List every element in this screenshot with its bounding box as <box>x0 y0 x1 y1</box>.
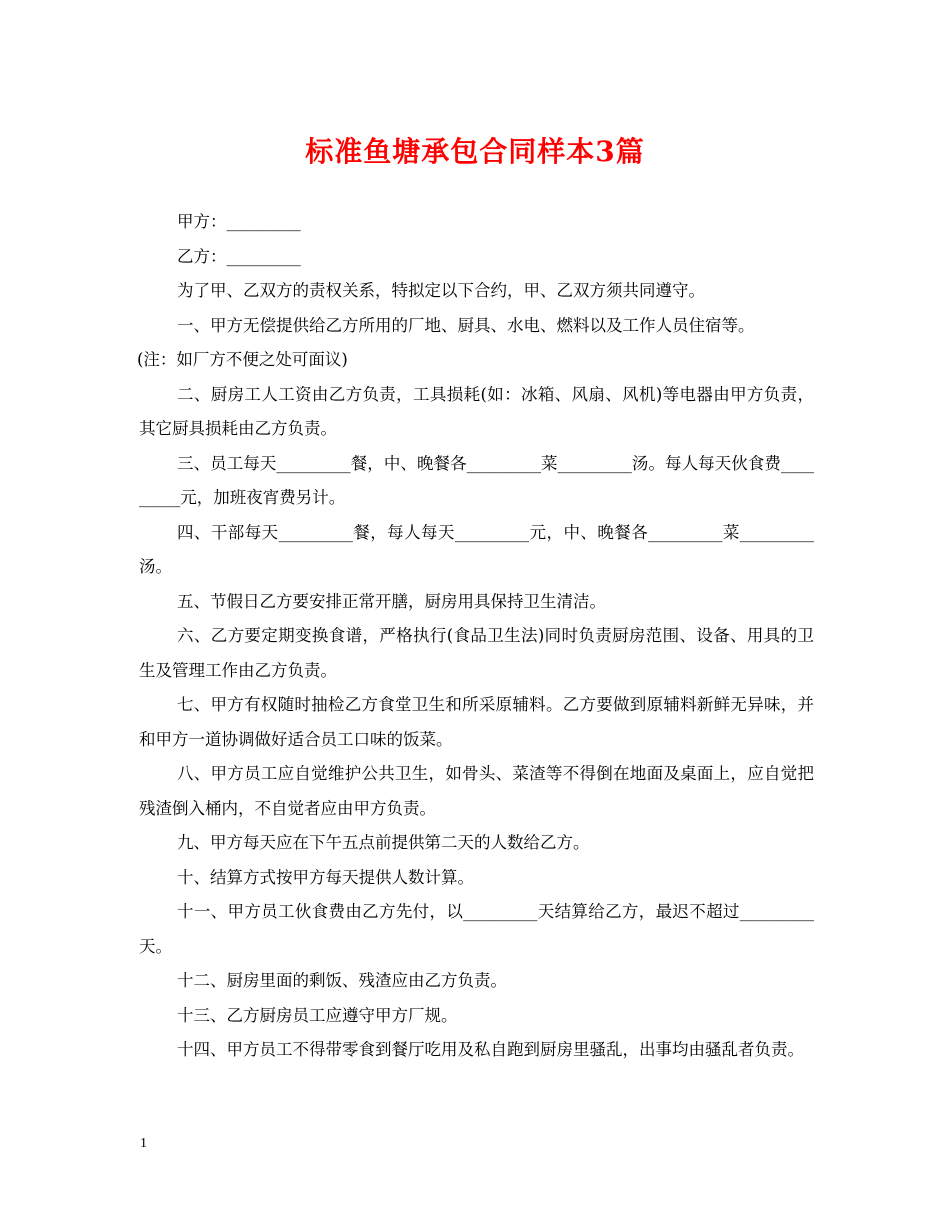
clause-1: 一、甲方无偿提供给乙方所用的厂地、厨具、水电、燃料以及工作人员住宿等。 <box>177 315 755 335</box>
clause-13: 十三、乙方厨房员工应遵守甲方厂规。 <box>177 1005 458 1025</box>
document-title: 标准鱼塘承包合同样本3篇 <box>305 135 645 168</box>
preamble-paragraph: 为了甲、乙双方的责权关系，特拟定以下合约，甲、乙双方须共同遵守。 <box>177 281 705 300</box>
clause-3: 三、员工每天_________餐，中、晚餐各_________菜_________汤。每人每天伙食费_________元，加班夜宵费另计。 <box>139 453 814 507</box>
clause-1-note: (注：如厂方不便之处可面议) <box>137 350 348 369</box>
clause-12: 十二、厨房里面的剩饭、残渣应由乙方负责。 <box>177 971 507 990</box>
clause-9: 九、甲方每天应在下午五点前提供第二天的人数给乙方。 <box>177 833 590 852</box>
clause-4: 四、干部每天_________餐，每人每天_________元，中、晚餐各_________菜_________汤。 <box>139 522 814 576</box>
clause-5: 五、节假日乙方要安排正常开膳，厨房用具保持卫生清洁。 <box>177 591 606 611</box>
clause-11: 十一、甲方员工伙食费由乙方先付，以_________天结算给乙方，最迟不超过_________天。 <box>139 902 814 956</box>
page-number: 1 <box>140 1136 147 1151</box>
clause-14: 十四、甲方员工不得带零食到餐厅吃用及私自跑到厨房里骚乱，出事均由骚乱者负责。 <box>177 1040 804 1059</box>
clause-2: 二、厨房工人工资由乙方负责，工具损耗(如：冰箱、风扇、风机)等电器由甲方负责，其它厨具损耗由乙方负责。 <box>139 384 814 438</box>
clause-10: 十、结算方式按甲方每天提供人数计算。 <box>177 867 474 887</box>
clause-7: 七、甲方有权随时抽检乙方食堂卫生和所采原辅料。乙方要做到原辅料新鲜无异味，并和甲方一道协调做好适合员工口味的饭菜。 <box>139 695 814 749</box>
clause-8: 八、甲方员工应自觉维护公共卫生，如骨头、菜渣等不得倒在地面及桌面上，应自觉把残渣倒入桶内，不自觉者应由甲方负责。 <box>139 764 814 818</box>
party-a-line: 甲方：_________ <box>177 212 301 231</box>
clause-6: 六、乙方要定期变换食谱，严格执行(食品卫生法)同时负责厨房范围、设备、用具的卫生及管理工作由乙方负责。 <box>139 626 814 680</box>
document-body <box>139 205 814 1068</box>
party-b-line: 乙方：_________ <box>177 246 301 266</box>
